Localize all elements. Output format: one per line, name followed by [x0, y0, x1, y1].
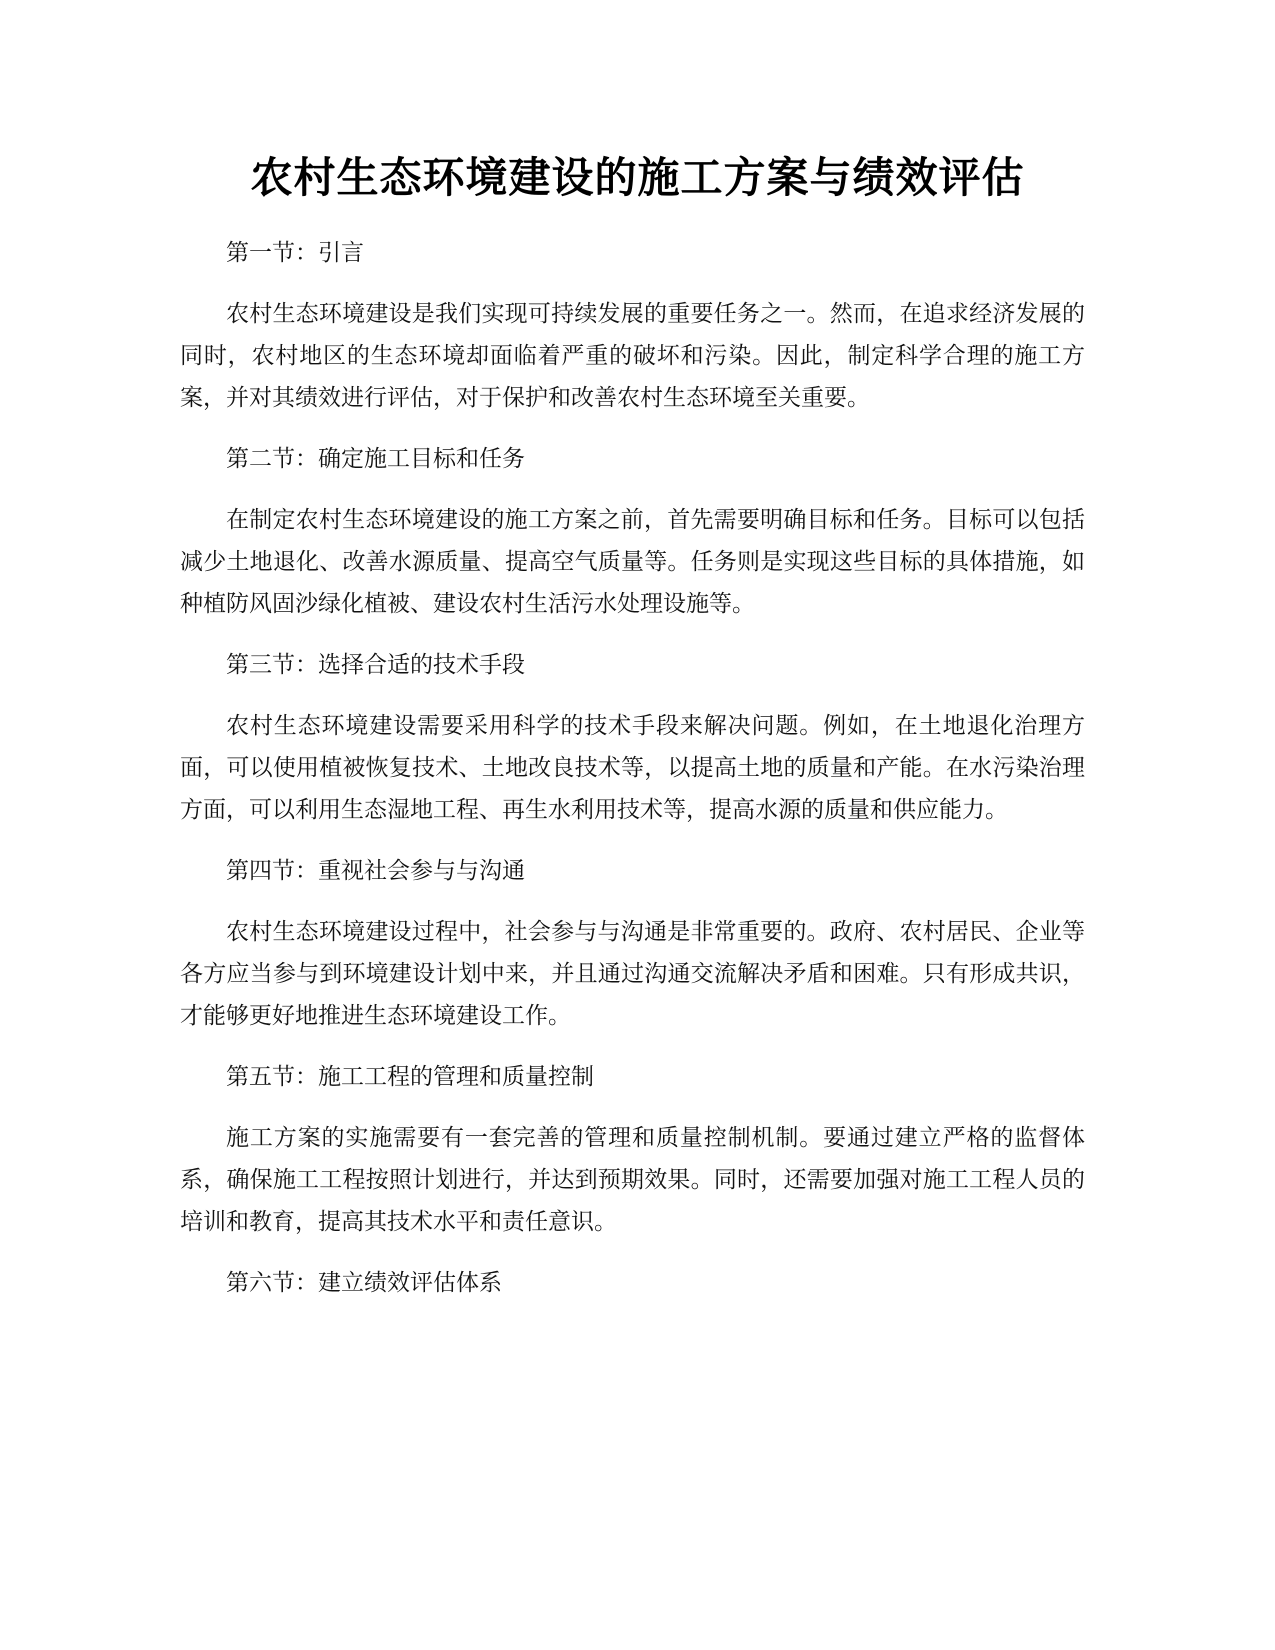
section-heading-1: 第一节：引言 — [226, 240, 364, 266]
document-title: 农村生态环境建设的施工方案与绩效评估 — [250, 153, 1025, 202]
section-paragraph-4: 农村生态环境建设过程中，社会参与与沟通是非常重要的。政府、农村居民、企业等各方应当参与到环境建设计划中来，并且通过沟通交流解决矛盾和困难。只有形成共识，才能够更好地推进生态环境建设工作。 — [180, 919, 1085, 1029]
section-heading-6: 第六节：建立绩效评估体系 — [226, 1270, 502, 1296]
section-paragraph-5: 施工方案的实施需要有一套完善的管理和质量控制机制。要通过建立严格的监督体系，确保施工工程按照计划进行，并达到预期效果。同时，还需要加强对施工工程人员的培训和教育，提高其技术水平和责任意识。 — [180, 1125, 1085, 1235]
section-heading-3: 第三节：选择合适的技术手段 — [226, 652, 525, 678]
section-paragraph-2: 在制定农村生态环境建设的施工方案之前，首先需要明确目标和任务。目标可以包括减少土地退化、改善水源质量、提高空气质量等。任务则是实现这些目标的具体措施，如种植防风固沙绿化植被、建设农村生活污水处理设施等。 — [180, 507, 1085, 617]
section-paragraph-1: 农村生态环境建设是我们实现可持续发展的重要任务之一。然而，在追求经济发展的同时，农村地区的生态环境却面临着严重的破坏和污染。因此，制定科学合理的施工方案，并对其绩效进行评估，对于保护和改善农村生态环境至关重要。 — [180, 301, 1085, 411]
document-body — [180, 232, 1085, 1323]
section-heading-2: 第二节：确定施工目标和任务 — [226, 446, 525, 472]
section-heading-4: 第四节：重视社会参与与沟通 — [226, 858, 525, 884]
section-paragraph-3: 农村生态环境建设需要采用科学的技术手段来解决问题。例如，在土地退化治理方面，可以使用植被恢复技术、土地改良技术等，以提高土地的质量和产能。在水污染治理方面，可以利用生态湿地工程、再生水利用技术等，提高水源的质量和供应能力。 — [180, 713, 1085, 823]
section-heading-5: 第五节：施工工程的管理和质量控制 — [226, 1064, 594, 1090]
